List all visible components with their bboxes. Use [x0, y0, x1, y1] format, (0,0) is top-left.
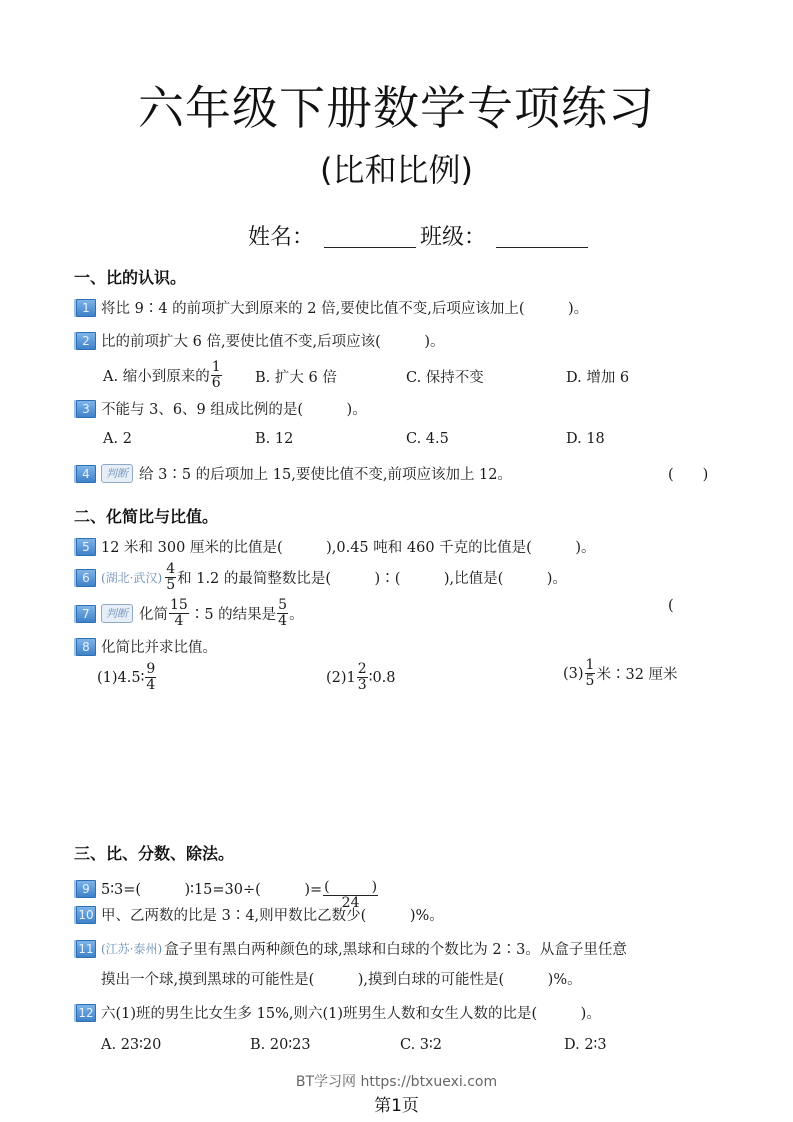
- option-a: A. 2: [103, 431, 132, 447]
- class-label: 班级：: [420, 225, 487, 250]
- question-number-badge: 1: [76, 299, 96, 317]
- option-c: C. 保持不变: [406, 370, 484, 386]
- question-text: 不能与 3、6、9 组成比例的是( )。: [101, 402, 367, 418]
- watermark: BT学习网 https://btxuexi.com: [295, 1074, 498, 1090]
- denominator: 24: [341, 895, 360, 911]
- question-text: 和 1.2 的最简整数比是( )∶( ),比值是( )。: [177, 571, 567, 587]
- judge-tag: 判断: [101, 464, 133, 483]
- question-text: 比的前项扩大 6 倍,要使比值不变,后项应该( )。: [101, 334, 445, 350]
- numerator: 1: [211, 359, 221, 375]
- denominator: 3: [357, 677, 367, 693]
- section-heading-3: 三、比、分数、除法。: [74, 844, 235, 863]
- question-text: 盒子里有黑白两种颜色的球,黑球和白球的个数比为 2∶3。从盒子里任意: [164, 942, 627, 958]
- option-a: A. 23∶20: [101, 1037, 162, 1053]
- judge-tag: 判断: [101, 604, 133, 623]
- question-number-badge: 6: [76, 569, 96, 587]
- numerator: ( ): [324, 879, 378, 895]
- fraction: [585, 658, 596, 689]
- question-text: 5∶3=( )∶15=30÷( )=: [101, 882, 323, 898]
- section-heading-2: 二、化简比与比值。: [74, 507, 219, 526]
- denominator: 4: [174, 613, 184, 629]
- question-1: [76, 297, 588, 318]
- question-number-badge: 12: [76, 1004, 96, 1022]
- question-number-badge: 3: [76, 400, 96, 418]
- question-11: [76, 938, 627, 959]
- option-b: B. 扩大 6 倍: [255, 370, 337, 386]
- subquestion-1: [97, 662, 157, 693]
- sub-label: (1)4.5∶: [97, 669, 145, 686]
- name-label: 姓名：: [248, 225, 315, 250]
- numerator: 15: [170, 597, 188, 613]
- page-title: 六年级下册数学专项练习: [138, 81, 655, 135]
- class-field[interactable]: [496, 225, 588, 248]
- denominator: 4: [278, 613, 288, 629]
- question-11-line2: 摸出一个球,摸到黑球的可能性是( ),摸到白球的可能性是( )%。: [101, 972, 582, 988]
- answer-paren[interactable]: ( ): [668, 467, 709, 483]
- option-a: [103, 360, 223, 391]
- sub-label: (3): [563, 665, 584, 682]
- option-b: B. 12: [255, 431, 294, 447]
- fraction: [211, 360, 222, 391]
- question-text: 给 3∶5 的后项加上 15,要使比值不变,前项应该加上 12。: [139, 467, 513, 483]
- fraction: [165, 562, 176, 593]
- option-c: C. 3∶2: [400, 1037, 443, 1053]
- question-number-badge: 11: [76, 940, 96, 958]
- question-number-badge: 10: [76, 906, 96, 924]
- question-number-badge: 4: [76, 465, 96, 483]
- question-3: [76, 398, 367, 419]
- numerator: 1: [585, 657, 595, 673]
- question-7: [76, 598, 304, 629]
- question-text-post: 。: [289, 607, 304, 623]
- question-text: 12 米和 300 厘米的比值是( ),0.45 吨和 460 千克的比值是( )。: [101, 540, 596, 556]
- page-subtitle: (比和比例): [320, 151, 473, 189]
- question-number-badge: 5: [76, 538, 96, 556]
- option-d: D. 18: [566, 431, 605, 447]
- page-number: 第1页: [374, 1096, 419, 1116]
- question-number-badge: 9: [76, 880, 96, 898]
- question-text-mid: ∶5 的结果是: [189, 607, 277, 623]
- question-text: 将比 9∶4 的前项扩大到原来的 2 倍,要使比值不变,后项应该加上( )。: [101, 301, 589, 317]
- question-6: [76, 562, 567, 593]
- denominator: 6: [211, 375, 221, 391]
- option-d: D. 2∶3: [564, 1037, 607, 1053]
- question-4: [76, 463, 512, 484]
- question-number-badge: 2: [76, 332, 96, 350]
- numerator: 2: [357, 661, 367, 677]
- source-label: (湖北·武汉): [101, 571, 163, 585]
- name-class-bar: [248, 220, 592, 251]
- name-field[interactable]: [324, 225, 416, 248]
- question-number-badge: 7: [76, 605, 96, 623]
- question-text-pre: 化简: [139, 607, 168, 623]
- denominator: 5: [166, 577, 176, 593]
- denominator: 4: [146, 677, 156, 693]
- subquestion-3: [563, 658, 678, 689]
- fraction: [357, 662, 368, 693]
- question-number-badge: 8: [76, 638, 96, 656]
- fraction: [145, 662, 156, 693]
- question-8: [76, 636, 217, 657]
- source-label: (江苏·泰州): [101, 942, 163, 956]
- sub-after: ∶0.8: [368, 669, 396, 686]
- fraction: [277, 598, 288, 629]
- option-d: D. 增加 6: [566, 370, 630, 386]
- answer-paren[interactable]: (: [668, 598, 674, 614]
- question-2: [76, 330, 444, 351]
- option-b: B. 20∶23: [250, 1037, 311, 1053]
- sub-label: (2)1: [326, 669, 356, 686]
- question-text: 甲、乙两数的比是 3∶4,则甲数比乙数少( )%。: [101, 908, 444, 924]
- numerator: 9: [146, 661, 156, 677]
- subquestion-2: [326, 662, 396, 693]
- question-5: [76, 536, 595, 557]
- section-heading-1: 一、比的认识。: [74, 268, 187, 287]
- numerator: 5: [278, 597, 288, 613]
- question-12: [76, 1002, 601, 1023]
- sub-after: 米∶32 厘米: [596, 667, 678, 683]
- option-c: C. 4.5: [406, 431, 449, 447]
- option-label: A. 缩小到原来的: [103, 369, 210, 385]
- numerator: 4: [166, 561, 176, 577]
- question-text: 化简比并求比值。: [101, 640, 217, 656]
- denominator: 5: [585, 673, 595, 689]
- question-10: [76, 904, 444, 925]
- question-text: 六(1)班的男生比女生多 15%,则六(1)班男生人数和女生人数的比是( )。: [101, 1006, 601, 1022]
- fraction: [169, 598, 189, 629]
